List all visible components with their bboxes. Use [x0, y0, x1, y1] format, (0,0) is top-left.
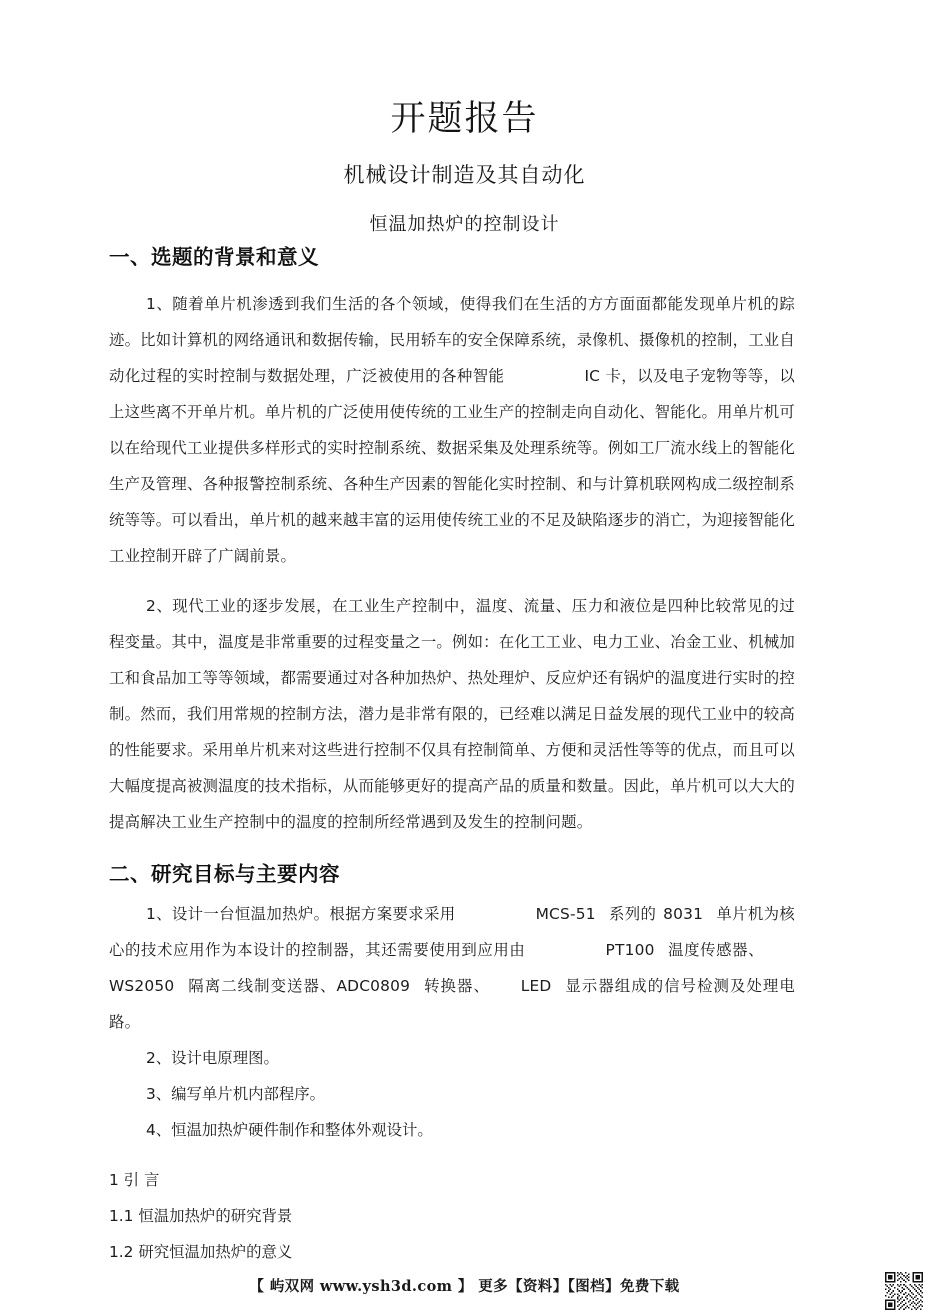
paragraph-1-container — [109, 286, 795, 574]
page-title: 开题报告 — [390, 99, 539, 139]
page-footer — [0, 1275, 929, 1296]
item-1-text-g: 显示器组成的信号检测及处理电路。 — [109, 977, 795, 1032]
item-1-text-f: 转换器、 — [423, 977, 490, 996]
item-4: 4、恒温加热炉硬件制作和整体外观设计。 — [145, 1121, 433, 1140]
item-1-text-d: 温度传感器、 — [667, 941, 765, 960]
outline-item-1-2: 1.2 研究恒温加热炉的意义 — [109, 1243, 293, 1262]
item-3: 3、编写单片机内部程序。 — [145, 1085, 326, 1104]
outline-item-1-1: 1.1 恒温加热炉的研究背景 — [109, 1207, 293, 1226]
document-topic-subtitle: 恒温加热炉的控制设计 — [369, 214, 560, 236]
footer-watermark-text: 【 屿双网 www.ysh3d.com 】 更多【资料】【图档】免费下载 — [249, 1278, 680, 1295]
paragraph-2: 2、现代工业的逐步发展，在工业生产控制中，温度、流量、压力和液位是四种比较常见的过程变量。其中，温度是非常重要的过程变量之一。例如：在化工工业、电力工业、冶金工业、机械加工和食品加工等等领域，都需要通过对各种加热炉、热处理炉、反应炉还有锅炉的温度进行实时的控制。然而，我们用常规的控制方法，潜力是非常有限的，已经难以满足日益发展的现代工业中的较高的性能要求。采用单片机来对这些进行控制不仅具有控制简单、方便和灵活性等等的优点，而且可以大幅度提高被测温度的技术指标，从而能够更好的提高产品的质量和数量。因此，单片机可以大大的提高解决工业生产控制中的温度的控制所经常遇到及发生的控制问题。 — [109, 596, 795, 831]
paragraph-1-text-a: 1、随着单片机渗透到我们生活的各个领域，使得我们在生活的方方面面都能发现单片机的踪迹。比如计算机的网络通讯和数据传输，民用轿车的安全保障系统，录像机、摄像机的控制，工业自动化过程的实时控制与数据处理，广泛被使用的各种智能 — [109, 294, 795, 385]
item-1-container — [109, 896, 795, 1040]
item-1-term-adc0809: ADC0809 — [336, 977, 411, 996]
section-heading-2: 二、研究目标与主要内容 — [109, 861, 340, 886]
item-1-text-e: 隔离二线制变送器、 — [187, 977, 337, 996]
item-1-term-mcs51: MCS-51 — [535, 905, 596, 924]
paragraph-1-inline-term: IC 卡 — [584, 366, 622, 385]
item-1-text-c: 单片机为核心的技术应用作为本设计的控制器，其还需要使用到应用由 — [109, 905, 795, 960]
document-body — [109, 243, 795, 1270]
item-1 — [109, 896, 795, 1040]
item-1-text-a: 1、设计一台恒温加热炉。根据方案要求采用 — [145, 905, 456, 924]
item-1-term-led: LED — [520, 977, 552, 996]
item-1-term-pt100: PT100 — [605, 941, 655, 960]
item-1-term-8031: 8031 — [663, 905, 704, 924]
item-1-text-b: 系列的 — [608, 905, 657, 924]
qr-code-icon — [885, 1272, 923, 1310]
section-heading-1: 一、选题的背景和意义 — [109, 245, 319, 269]
paragraph-2-container — [109, 588, 795, 840]
paragraph-1 — [109, 286, 795, 574]
item-2: 2、设计电原理图。 — [145, 1049, 279, 1068]
outline-item-1: 1 引 言 — [109, 1171, 160, 1190]
outline-list — [109, 1162, 795, 1270]
paragraph-1-text-b: ，以及电子宠物等等，以上这些离不开单片机。单片机的广泛使用使传统的工业生产的控制走向自动化、智能化。用单片机可以在给现代工业提供多样形式的实时控制系统、数据采集及处理系统等。例如工厂流水线上的智能化生产及管理、各种报警控制系统、各种生产因素的智能化实时控制、和与计算机联网构成二级控制系统等等。可以看出，单片机的越来越丰富的运用使传统工业的不足及缺陷逐步的消亡，为迎接智能化工业控制开辟了广阔前景。 — [109, 366, 795, 565]
document-major-subtitle: 机械设计制造及其自动化 — [343, 163, 586, 187]
item-1-term-ws2050: WS2050 — [109, 977, 175, 996]
